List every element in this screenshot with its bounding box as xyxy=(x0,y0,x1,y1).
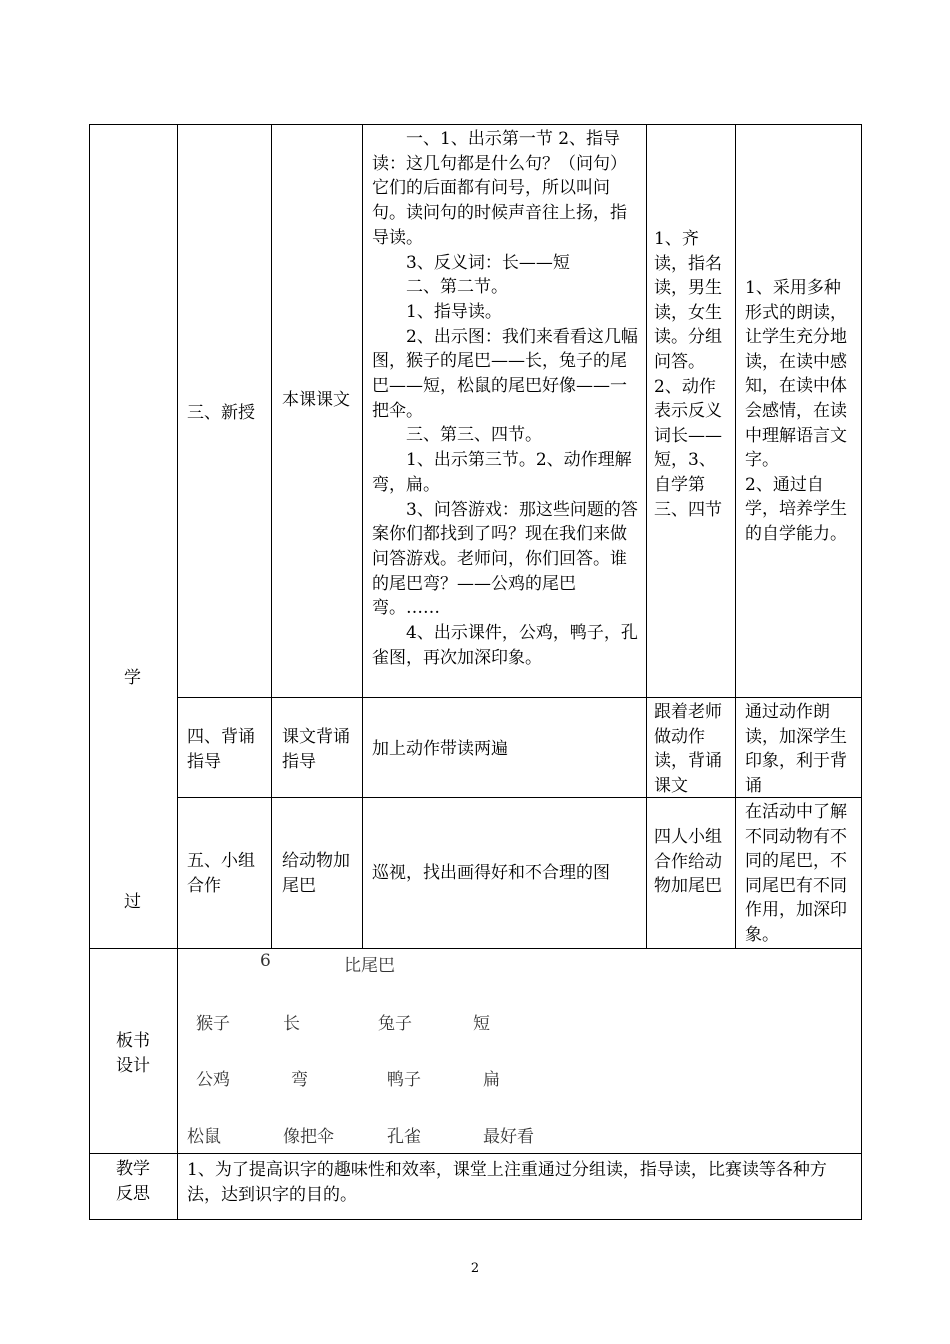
teacher-paragraph: 4、出示课件，公鸡，鸭子，孔雀图，再次加深印象。 xyxy=(372,623,638,668)
teacher-paragraph: 一、1、出示第一节 2、指导读：这几句都是什么句？（问句）它们的后面都有问号，所以叫问句。读问句的时候声音往上扬，指导读。 xyxy=(372,129,627,248)
process-label-top: 学 xyxy=(124,668,141,688)
table-border-left xyxy=(89,124,90,1220)
board-word: 孔雀 xyxy=(387,1127,421,1147)
teacher-paragraph: 2、出示图：我们来看看这几幅图，猴子的尾巴——长，兔子的尾巴——短，松鼠的尾巴好像——一把伞。 xyxy=(372,326,638,421)
board-word: 兔子 xyxy=(378,1014,412,1034)
column-divider xyxy=(177,124,178,1220)
student-activity-cell: 1、齐读，指名读，男生读，女生读。分组问答。2、动作表示反义词长——短，3、自学第三、四节 xyxy=(654,229,722,520)
content-cell: 课文背诵指导 xyxy=(282,727,350,772)
step-cell: 四、背诵指导 xyxy=(187,727,255,772)
column-divider xyxy=(271,124,272,949)
board-word: 像把伞 xyxy=(283,1127,334,1147)
column-divider xyxy=(362,124,363,949)
step-cell: 五、小组合作 xyxy=(187,851,255,896)
teacher-activity-cell: 巡视，找出画得好和不合理的图 xyxy=(372,863,610,883)
teacher-activity-cell: 加上动作带读两遍 xyxy=(372,739,508,759)
teacher-paragraph: 3、问答游戏：那这些问题的答案你们都找到了吗？现在我们来做问答游戏。老师问，你们回答。谁的尾巴弯？——公鸡的尾巴弯。…… xyxy=(372,499,638,619)
board-word: 猴子 xyxy=(196,1014,230,1034)
board-word: 鸭子 xyxy=(387,1070,421,1090)
table-border-bottom xyxy=(89,1219,862,1220)
board-word: 弯 xyxy=(291,1070,308,1090)
column-divider xyxy=(735,124,736,949)
design-intent-cell xyxy=(745,276,855,547)
page-number: 2 xyxy=(470,1261,480,1276)
student-activity-cell: 跟着老师做动作读，背诵课文 xyxy=(654,702,722,796)
row-divider xyxy=(89,948,862,949)
intent-paragraph: 2、通过自学，培养学生的自学能力。 xyxy=(745,474,847,544)
board-lesson-number: 6 xyxy=(260,951,271,971)
teacher-paragraph: 二、第二节。 xyxy=(406,277,508,298)
teacher-paragraph: 3、反义词：长——短 xyxy=(406,252,570,273)
board-word: 扁 xyxy=(483,1070,500,1090)
board-word: 松鼠 xyxy=(187,1127,221,1147)
reflection-label: 教学反思 xyxy=(116,1159,150,1204)
board-word: 最好看 xyxy=(483,1127,534,1147)
board-word: 公鸡 xyxy=(196,1070,230,1090)
table-border-top xyxy=(89,124,862,125)
process-label-bottom: 过 xyxy=(124,892,141,912)
teacher-paragraph: 1、指导读。 xyxy=(406,301,502,322)
reflection-text: 1、为了提高识字的趣味性和效率，课堂上注重通过分组读，指导读，比赛读等各种方法，达到识字的目的。 xyxy=(187,1160,827,1205)
column-divider xyxy=(646,124,647,949)
design-intent-cell: 在活动中了解不同动物有不同的尾巴，不同尾巴有不同作用，加深印象。 xyxy=(745,802,847,945)
board-word: 长 xyxy=(283,1014,300,1034)
design-intent-cell: 通过动作朗读，加深学生印象，利于背诵 xyxy=(745,702,847,796)
teacher-paragraph: 三、第三、四节。 xyxy=(406,425,542,446)
teacher-paragraph: 1、出示第三节。2、动作理解弯，扁。 xyxy=(372,450,632,495)
content-cell: 本课课文 xyxy=(282,390,350,410)
row-divider xyxy=(89,1153,862,1154)
table-border-right xyxy=(861,124,862,1220)
board-word: 短 xyxy=(473,1014,490,1034)
row-divider xyxy=(177,697,862,698)
content-cell: 给动物加尾巴 xyxy=(282,851,350,896)
intent-paragraph: 1、采用多种形式的朗读，让学生充分地读，在读中感知，在读中体会感情，在读中理解语言文字。 xyxy=(745,278,847,471)
board-design-label: 板书设计 xyxy=(116,1031,150,1076)
step-cell: 三、新授 xyxy=(187,403,255,423)
student-activity-cell: 四人小组合作给动物加尾巴 xyxy=(654,827,722,897)
board-lesson-title: 比尾巴 xyxy=(344,956,395,976)
teacher-activity-cell xyxy=(372,127,638,670)
